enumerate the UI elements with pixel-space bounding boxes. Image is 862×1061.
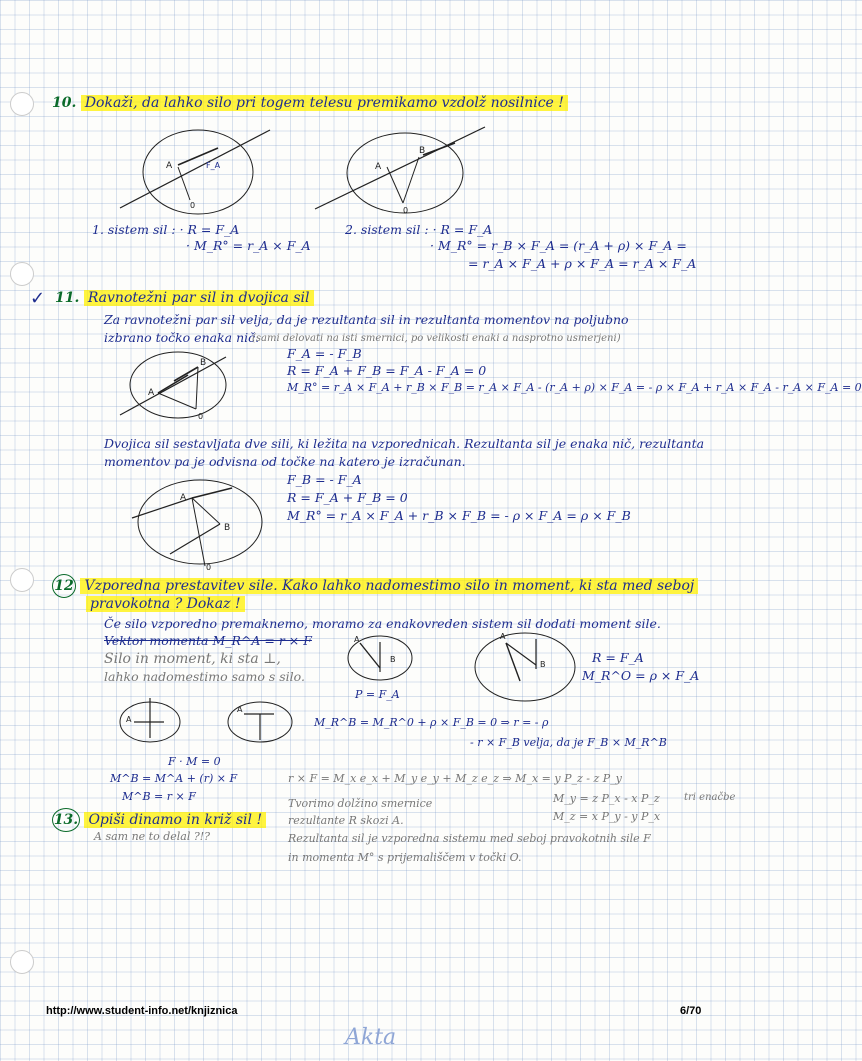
q11-eq3: M_R° = r_A × F_A + r_B × F_B = r_A × F_A - (r_A + ρ) × F_A = - ρ × F_A + r_A × F_A - r_A × F_A = 0 [287, 381, 862, 394]
svg-text:A: A [375, 162, 382, 172]
q10-sys2-eq1: · R = F_A [432, 222, 493, 237]
akta-logo: Akta [345, 1025, 397, 1050]
svg-text:B: B [390, 655, 396, 664]
q12-number: 12 [52, 574, 76, 598]
q12-eq-mid1: M_R^B = M_R^0 + ρ × F_B = 0 ⇒ r = - ρ [314, 716, 549, 729]
svg-text:A: A [500, 632, 506, 641]
q12-diagram-b [470, 625, 580, 705]
q12-diagram-c [112, 688, 302, 758]
q11-couple-eq1: F_B = - F_A [287, 472, 362, 487]
q12-line1: Če silo vzporedno premaknemo, moramo za enakovreden sistem sil dodati moment sile. [104, 616, 661, 631]
footer-url[interactable]: http://www.student-info.net/knjiznica [46, 1005, 238, 1017]
q12-struck: Vektor momenta M_R^A = r × F [104, 633, 312, 648]
svg-text:B: B [200, 358, 207, 368]
q10-title: Dokaži, da lahko silo pri togem telesu premikamo vzdolž nosilnice ! [81, 95, 568, 111]
q11-heading [55, 290, 314, 306]
q10-heading [52, 95, 568, 111]
q12-title-line2-wrap [86, 596, 245, 612]
svg-text:B: B [540, 660, 546, 669]
q10-sys2-label: 2. sistem sil : [345, 222, 429, 237]
q11-diagram-1 [118, 345, 228, 425]
q12-line-c: Rezultanta sil je vzporedna sistemu med seboj pravokotnih sile F [288, 832, 651, 845]
q12-line-b: rezultante R skozi A. [288, 814, 404, 827]
q11-eq2: R = F_A + F_B = F_A - F_A = 0 [287, 363, 487, 378]
svg-text:A: A [237, 705, 243, 714]
q11-couple-line1: Dvojica sil sestavljata dve sili, ki ležita na vzporednicah. Rezultanta sil je enaka nič, rezultanta [104, 436, 705, 451]
q11-eq1: F_A = - F_B [287, 346, 362, 361]
svg-text:B: B [419, 146, 426, 156]
q12-eq-mid2: - r × F_B velja, da je F_B × M_R^B [470, 736, 667, 749]
q13-title: Opiši dinamo in križ sil ! [84, 812, 266, 828]
q10-sys2-eq2: · M_R° = r_B × F_A = (r_A + ρ) × F_A = [430, 238, 687, 253]
q12-eq-P: P = F_A [355, 688, 400, 701]
q10-diagram-1 [120, 120, 280, 220]
q13-heading [52, 808, 266, 832]
q12-brace-note: tri enačbe [684, 792, 736, 803]
q11-number: 11. [55, 290, 80, 306]
q11-line2: izbrano točko enaka nič. [104, 330, 260, 345]
q12-title-line2: pravokotna ? Dokaz ! [86, 596, 245, 612]
q12-eq-mz: M_z = x P_y - y P_x [553, 810, 661, 823]
q10-sys1-eq2: · M_R° = r_A × F_A [186, 238, 311, 253]
svg-text:0: 0 [198, 412, 204, 421]
svg-text:A: A [166, 161, 173, 171]
binder-hole [10, 950, 34, 974]
svg-text:0: 0 [206, 563, 212, 572]
q12-eq-left1: M^B = M^A + (r) × F [110, 772, 238, 785]
q10-sys2 [345, 222, 492, 237]
svg-text:F_A: F_A [206, 161, 221, 170]
q11-diagram-2 [130, 472, 270, 572]
q12-eq-cross: r × F = M_x e_x + M_y e_y + M_z e_z ⇒ M_x = y P_z - z P_y [288, 772, 622, 785]
q11-couple-eq3: M_R° = r_A × F_A + r_B × F_B = - ρ × F_A = ρ × F_B [287, 508, 631, 523]
page-number: 6/70 [680, 1005, 702, 1017]
q13-note: A sam ne to delal ?!? [94, 830, 211, 843]
binder-hole [10, 568, 34, 592]
q12-title-line1: Vzporedna prestavitev sile. Kako lahko nadomestimo silo in moment, ki sta med seboj [80, 578, 698, 594]
q11-couple-line2: momentov pa je odvisna od točke na katero je izračunan. [104, 454, 466, 469]
q12-pencil2: lahko nadomestimo samo s silo. [104, 669, 305, 684]
q12-eq-R: R = F_A [592, 650, 644, 665]
q12-line-a: Tvorimo dolžino smernice [288, 797, 433, 810]
svg-text:A: A [354, 635, 360, 644]
q13-number: 13. [52, 808, 80, 832]
binder-hole [10, 262, 34, 286]
checkmark-icon: ✓ [30, 288, 46, 309]
q10-sys1-eq1: · R = F_A [179, 222, 240, 237]
q10-sys2-eq3: = r_A × F_A + ρ × F_A = r_A × F_A [468, 256, 697, 271]
svg-text:B: B [224, 523, 231, 533]
q10-sys1-label: 1. sistem sil : [92, 222, 176, 237]
q10-sys1 [92, 222, 239, 237]
q10-diagram-2 [315, 125, 495, 225]
q12-eq-FM: F · M = 0 [168, 755, 221, 768]
svg-text:A: A [148, 388, 155, 398]
svg-text:0: 0 [190, 201, 196, 210]
q11-line1: Za ravnotežni par sil velja, da je rezultanta sil in rezultanta momentov na poljubno [104, 312, 629, 327]
q12-eq-my: M_y = z P_x - x P_z [553, 792, 660, 805]
svg-text:A: A [126, 715, 132, 724]
q12-eq-left2: M^B = r × F [122, 790, 196, 803]
q11-couple-eq2: R = F_A + F_B = 0 [287, 490, 408, 505]
q12-line-d: in momenta M° s prijemališčem v točki O. [288, 851, 522, 864]
svg-text:A: A [180, 493, 187, 503]
q12-pencil1: Silo in moment, ki sta ⊥, [104, 651, 281, 667]
q10-number: 10. [52, 95, 77, 111]
q11-title: Ravnotežni par sil in dvojica sil [84, 290, 314, 306]
binder-hole [10, 92, 34, 116]
q12-eq-M: M_R^O = ρ × F_A [582, 668, 700, 683]
q12-heading [52, 574, 698, 598]
q11-pencil-note: (sami delovati na isti smernici, po velikosti enaki a nasprotno usmerjeni) [252, 333, 621, 344]
q12-diagram-a [340, 628, 420, 688]
svg-text:0: 0 [403, 206, 409, 215]
